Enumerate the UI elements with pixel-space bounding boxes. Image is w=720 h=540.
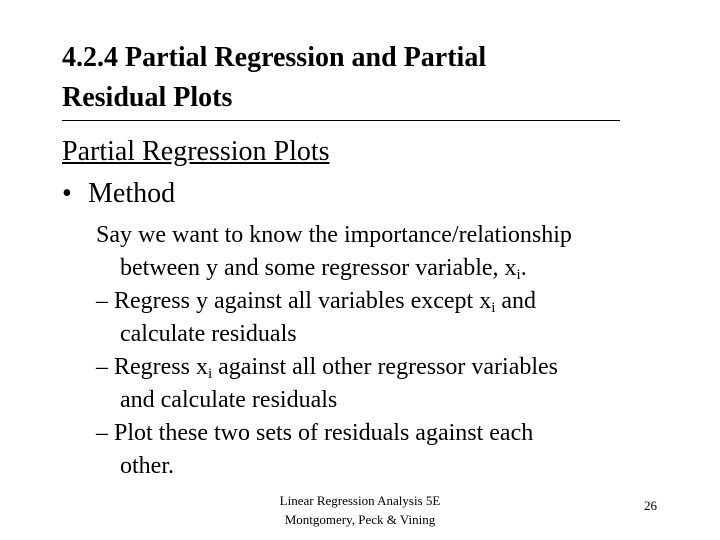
- body-line: [96, 285, 676, 318]
- subscript: i: [491, 300, 496, 316]
- body-line: [96, 252, 676, 285]
- body-line: – Plot these two sets of residuals against each: [96, 420, 534, 446]
- text-run: .: [520, 255, 527, 281]
- text-run: – Regress y against all variables except x: [96, 288, 492, 314]
- slide-title: [62, 38, 642, 118]
- subscript: i: [207, 366, 213, 382]
- body-line: Say we want to know the importance/relationship: [96, 222, 572, 248]
- bullet-item: [62, 176, 175, 212]
- body-text: [96, 219, 676, 483]
- bullet-text: Method: [88, 178, 176, 209]
- title-line-2: Residual Plots: [62, 82, 233, 113]
- text-run: between y and some regressor variable, x: [120, 255, 517, 281]
- footer-citation: [0, 491, 720, 529]
- bullet-icon: •: [62, 178, 72, 209]
- title-divider: [62, 120, 620, 121]
- page-number: 26: [644, 498, 657, 513]
- body-line: calculate residuals: [120, 321, 297, 347]
- body-line: other.: [120, 453, 174, 479]
- footer-line-1: Linear Regression Analysis 5E: [279, 493, 441, 508]
- footer-line-2: Montgomery, Peck & Vining: [284, 512, 436, 527]
- body-line: [96, 351, 676, 384]
- title-line-1: 4.2.4 Partial Regression and Partial: [62, 42, 487, 73]
- text-run: against all other regressor variables: [212, 354, 559, 380]
- body-line: and calculate residuals: [120, 387, 338, 413]
- text-run: – Regress x: [96, 354, 208, 380]
- subscript: i: [516, 267, 521, 283]
- section-heading: Partial Regression Plots: [62, 136, 330, 167]
- text-run: and: [495, 288, 537, 314]
